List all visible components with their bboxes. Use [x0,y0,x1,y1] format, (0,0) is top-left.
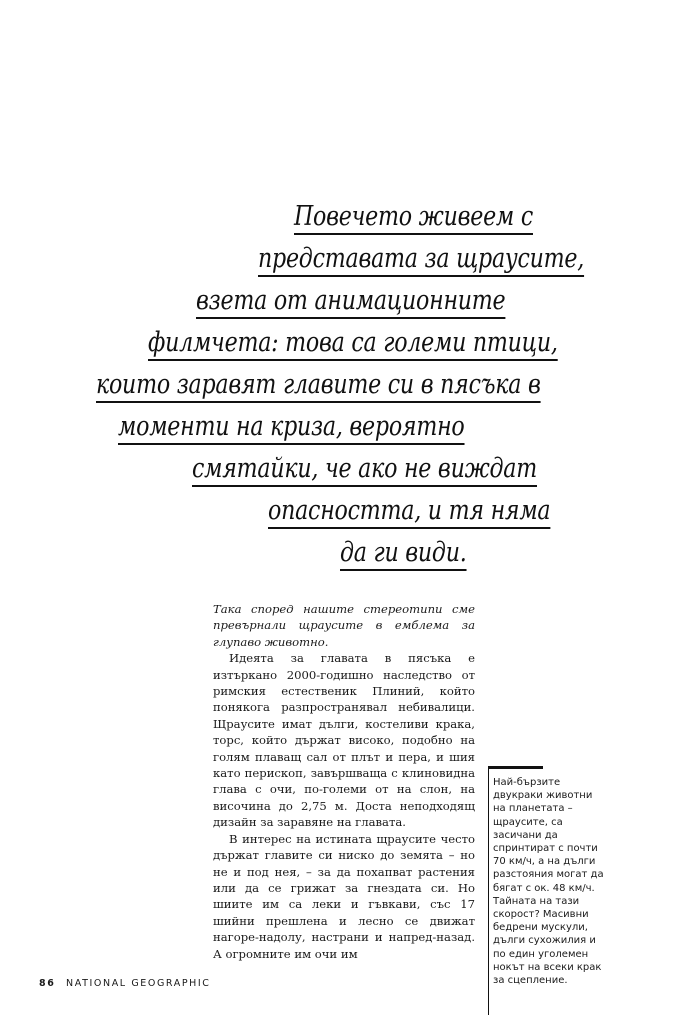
pull-quote-line: моменти на криза, вероятно [118,411,465,442]
publication-name: NATIONAL GEOGRAPHIC [66,978,211,989]
sidebar-fact-box [493,776,605,987]
pull-quote-line: които заравят главите си в пясъка в [96,369,541,400]
body-paragraph: В интерес на истината щраусите често държат главите си ниско до земята – но не и под нея, – за да похапват растения или да се грижат за гнездата си. Но шиите им са леки и гъвкави, със 17 шийни прешлена и лесно се движат нагоре-надолу, настрани и напред-назад. А огромните им очи им [213,831,475,961]
page-footer [39,978,211,989]
page-number: 86 [39,978,56,989]
sidebar-rule-vertical [488,769,489,1015]
pull-quote-line: филмчета: това са големи птици, [148,327,558,358]
body-paragraph: Идеята за главата в пясъка е изтъркано 2000-годишно наследство от римския естественик Плиний, който понякога разпространявал небивалици. Щраусите имат дълги, костеливи крака, торс, който държат високо, подобно на голям плаващ сал от плът и пера, и шия като перископ, завършваща с клиновидна глава с очи, по-големи от на слон, на височина до 2,75 м. Доста неподходящ дизайн за заравяне на главата. [213,651,475,830]
body-paragraph: Така според нашите стереотипи сме превърнали щраусите в емблема за глупаво животно. [213,602,475,649]
pull-quote-line: смятайки, че ако не виждат [192,453,538,484]
sidebar-text: Най-бързите двукраки животни на планетата – щраусите, са засичани да спринтират с почти 70 км/ч, а на дълги разстояния могат да бягат с ок. 48 км/ч. Тайната на тази скорост? Масивни бедрени мускули, дълги сухожилия и по един уголемен нокът на всеки крак за сцепление. [493,777,604,987]
pull-quote-line: опасността, и тя няма [268,495,551,526]
pull-quote-line: взета от анимационните [196,285,506,316]
pull-quote-line: да ги види. [340,537,467,568]
pull-quote [96,196,616,574]
pull-quote-line: представата за щраусите, [258,243,585,274]
sidebar-rule-horizontal [488,766,543,769]
article-body [213,601,475,962]
pull-quote-line: Повечето живеем с [294,201,533,232]
